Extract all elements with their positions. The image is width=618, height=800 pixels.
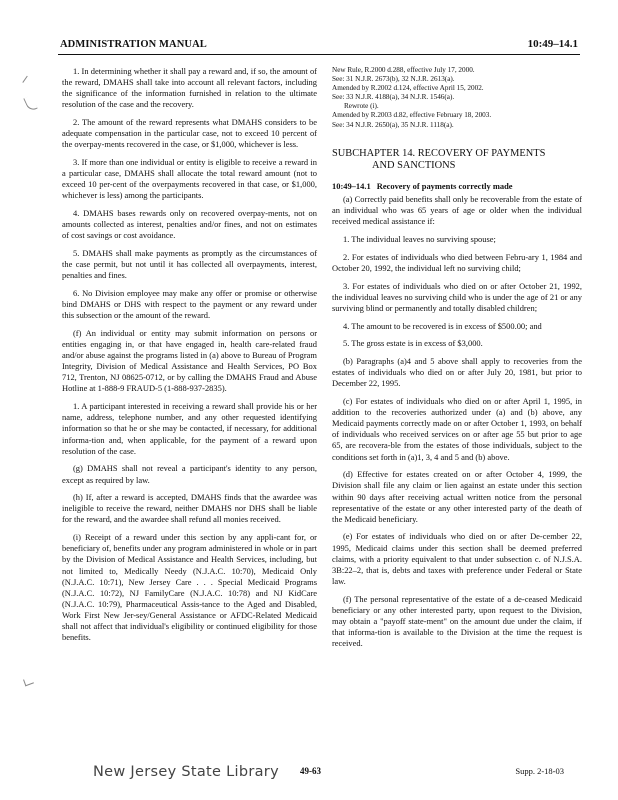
- margin-pen-mark: [23, 677, 34, 687]
- paragraph-g-identity: (g) DMAHS shall not reveal a participant's identity to any person, except as required by law.: [62, 463, 317, 485]
- margin-pen-mark: [22, 76, 32, 87]
- running-header-title: ADMINISTRATION MANUAL: [60, 39, 207, 50]
- subchapter-heading-line-2: AND SANCTIONS: [372, 160, 456, 172]
- section-title: Recovery of payments correctly made: [376, 180, 513, 191]
- condition-item-4: 4. The amount to be recovered is in excess of $500.00; and: [343, 320, 542, 331]
- history-line: See: 31 N.J.R. 2673(b), 32 N.J.R. 2613(a).: [332, 75, 455, 84]
- reward-item-2: 2. The amount of the reward represents what DMAHS considers to be adequate compensation in the particular case, not to exceed 10 percent of the overpay-ments recovered in the case, or $1,000, whichever is less.: [62, 117, 317, 150]
- condition-item-5: 5. The gross estate is in excess of $3,000.: [343, 338, 483, 349]
- condition-item-3: 3. For estates of individuals who died on or after October 21, 1992, the individual leaves no surviving child who is under the age of 21 or any surviving blind or permanently and totally disabled children;: [332, 280, 582, 313]
- paragraph-c: (c) For estates of individuals who died on or after April 1, 1995, in addition to the recoveries authorized under (a) and (b) above, any Medicaid payments correctly made on or after October 1, 1993, on behalf of individuals who received services on or after age 55 but prior to age 65, are recovera-ble from the estates of those individuals, subject to the conditions set forth in (a)1, 3, 4 and 5 and (b) above.: [332, 396, 582, 462]
- right-column: [332, 66, 582, 656]
- section-heading: [332, 181, 582, 192]
- subchapter-heading: [332, 148, 582, 173]
- page-number: 49-63: [300, 766, 321, 776]
- left-column: [62, 66, 317, 650]
- history-line: New Rule, R.2000 d.288, effective July 17, 2000.: [332, 66, 475, 74]
- paragraph-d: (d) Effective for estates created on or after October 4, 1999, the Division shall file any claim or lien against an estate under this section within 90 days after receiving actual written notice from the personal representative of the estate or any other interested party of the death of the Medicaid beneficiary.: [332, 469, 582, 524]
- reward-item-5: 5. DMAHS shall make payments as promptly as the circumstances of the case permit, but not until it has collected all overpayments, interest, penalties and fines.: [62, 248, 317, 281]
- paragraph-i-eligibility: (i) Receipt of a reward under this section by any appli-cant for, or beneficiary of, benefits under any program administered in whole or in part by the Division of Medical Assistance and Health Services, including, but not limited to, Medically Needy (N.J.A.C. 10:70), Medicaid Only (N.J.A.C. 10:71), New Jersey Care . . . Special Medicaid Programs (N.J.A.C. 10:72), NJ FamilyCare (N.J.A.C. 10:78) and NJ KidCare (N.J.A.C. 10:79), Pharmaceutical Assis-tance to the Aged and Disabled, Work First New Jer-sey/General Assistance or AFDC-Related Medicaid shall not affect that individual's eligibility or continued eligibility for those benefits.: [62, 532, 317, 643]
- history-line: See: 34 N.J.R. 2650(a), 35 N.J.R. 1118(a).: [332, 120, 454, 129]
- header-divider: [58, 54, 580, 55]
- subchapter-heading-line-1: SUBCHAPTER 14. RECOVERY OF PAYMENTS: [332, 147, 546, 159]
- paragraph-f-payoff-statement: (f) The personal representative of the estate of a de-ceased Medicaid beneficiary or any other interested party, upon request to the Division, may obtain a "payoff state-ment" on the amount due under the claim, if that informa-tion is available to the Division at the time the request is received.: [332, 593, 582, 648]
- history-line: Amended by R.2003 d.82, effective February 18, 2003.: [332, 111, 492, 120]
- history-line: See: 33 N.J.R. 4188(a), 34 N.J.R. 1546(a).: [332, 93, 455, 102]
- history-line: Rewrote (i).: [344, 102, 379, 111]
- supplement-date: Supp. 2-18-03: [515, 766, 564, 776]
- reward-item-1: 1. In determining whether it shall pay a reward and, if so, the amount of the reward, DMAHS shall take into account all relevant factors, including the significance of the information furnished in relation to the ultimate resolution of the case and the recovery.: [62, 66, 317, 110]
- condition-item-2: 2. For estates of individuals who died between Febru-ary 1, 1984 and October 20, 1992, the individual left no surviving child;: [332, 251, 582, 273]
- paragraph-h-ineligible-awardee: (h) If, after a reward is accepted, DMAHS finds that the awardee was ineligible to receive the reward, neither DMAHS nor DHS shall be liable for the reward, and the awardee shall refund all monies received.: [62, 492, 317, 525]
- running-header-section: 10:49–14.1: [527, 38, 578, 50]
- condition-item-1: 1. The individual leaves no surviving spouse;: [343, 233, 496, 244]
- library-stamp: New Jersey State Library: [93, 764, 279, 780]
- reward-item-3: 3. If more than one individual or entity is eligible to receive a reward in a particular case, DMAHS shall allocate the total reward amount (not to exceed 10 per-cent of the overpayments recovered in that case, or $1,000, whichever is less) among the participants.: [62, 157, 317, 201]
- paragraph-f-item-1: 1. A participant interested in receiving a reward shall provide his or her name, address, telephone number, and any other requested identifying information so that he or she may be contacted, if necessary, for additional informa-tion and, when applicable, for the payment of a reward upon resolution of the case.: [62, 401, 317, 456]
- paragraph-a-recovery-conditions: (a) Correctly paid benefits shall only be recoverable from the estate of an individual who was 65 years of age or older when the individual received medical assistance if:: [332, 193, 582, 227]
- paragraph-b: (b) Paragraphs (a)4 and 5 above shall apply to recoveries from the estates of individuals who died on or after July 20, 1981, but prior to December 22, 1995.: [332, 356, 582, 389]
- section-number: 10:49–14.1: [332, 180, 371, 191]
- paragraph-e: (e) For estates of individuals who died on or after De-cember 22, 1995, Medicaid claims under this section shall be deemed preferred claims, with a priority equivalent to that under subsection c. of N.J.S.A. 3B:22–2, that is, debts and taxes with preference under Federal or State law.: [332, 531, 582, 586]
- rule-history-note: [332, 66, 582, 130]
- margin-pen-mark: [23, 95, 37, 112]
- paragraph-f-submit-information: (f) An individual or entity may submit information on persons or entities engaging in, or that have engaged in, health care-related fraud and/or abuse against the programs listed in (a) above to Bureau of Program Integrity, Division of Medical Assistance and Health Services, PO Box 712, Trenton, NJ 08625-0712, or by calling the DMAHS Fraud and Abuse Hotline at 1-888-9 FRAUD-5 (1-888-937-2835).: [62, 328, 317, 394]
- reward-item-4: 4. DMAHS bases rewards only on recovered overpay-ments, not on amounts collected as interest, penalties and/or fines, and not on estimates of cost savings or cost avoidance.: [62, 208, 317, 241]
- history-line: Amended by R.2002 d.124, effective April 15, 2002.: [332, 84, 484, 93]
- reward-item-6: 6. No Division employee may make any offer or promise or otherwise bind DMAHS or DHS with respect to the payment or any reward under this subsection or the amount of the reward.: [62, 288, 317, 321]
